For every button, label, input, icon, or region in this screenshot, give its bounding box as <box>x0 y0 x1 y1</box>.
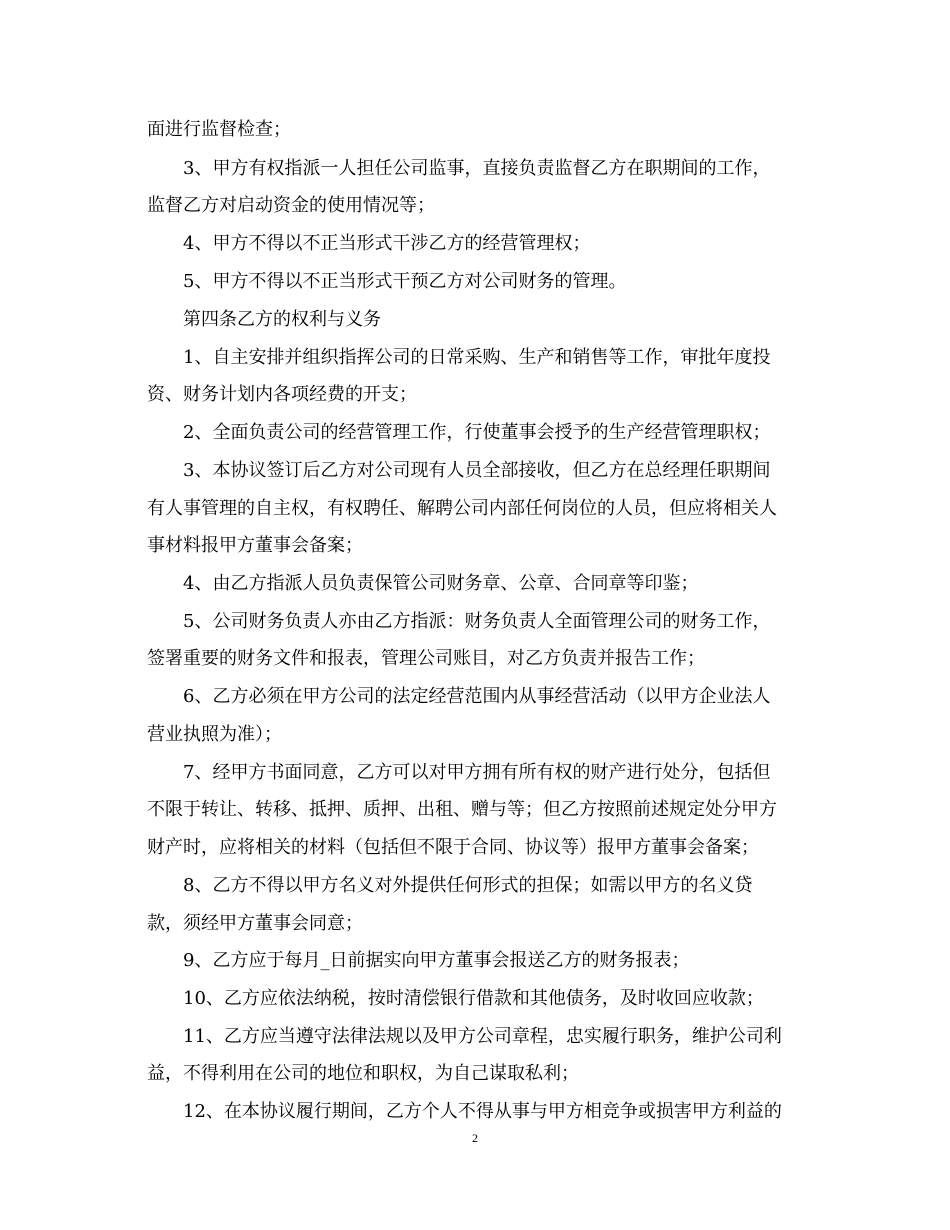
text-line: 12、在本协议履行期间，乙方个人不得从事与甲方相竞争或损害甲方利益的 <box>183 1101 782 1122</box>
text-line: 益，不得利用在公司的地位和职权，为自己谋取私利； <box>147 1063 579 1084</box>
text-line: 5、公司财务负责人亦由乙方指派：财务负责人全面管理公司的财务工作， <box>183 611 771 632</box>
text-line: 5、甲方不得以不正当形式干预乙方对公司财务的管理。 <box>183 271 627 292</box>
text-line: 财产时，应将相关的材料（包括但不限于合同、协议等）报甲方董事会备案； <box>147 837 759 858</box>
page-number: 2 <box>472 1131 478 1145</box>
text-line: 2、全面负责公司的经营管理工作，行使董事会授予的生产经营管理职权； <box>183 422 771 443</box>
text-line: 资、财务计划内各项经费的开支； <box>147 384 417 405</box>
text-line: 10、乙方应依法纳税，按时清偿银行借款和其他债务，及时收回应收款； <box>183 988 764 1009</box>
text-line: 面进行监督检查； <box>147 119 291 140</box>
text-line: 4、甲方不得以不正当形式干涉乙方的经营管理权； <box>183 233 591 254</box>
text-line: 9、乙方应于每月_日前据实向甲方董事会报送乙方的财务报表； <box>183 950 690 971</box>
text-line: 1、自主安排并组织指挥公司的日常采购、生产和销售等工作，审批年度投 <box>183 347 771 368</box>
text-line: 11、乙方应当遵守法律法规以及甲方公司章程，忠实履行职务，维护公司利 <box>183 1026 782 1047</box>
section-heading: 第四条乙方的权利与义务 <box>183 309 381 330</box>
text-line: 3、甲方有权指派一人担任公司监事，直接负责监督乙方在职期间的工作， <box>183 158 771 179</box>
text-line: 营业执照为准）； <box>147 724 282 745</box>
text-line: 款，须经甲方董事会同意； <box>147 913 363 934</box>
text-line: 3、本协议签订后乙方对公司现有人员全部接收，但乙方在总经理任职期间 <box>183 460 771 481</box>
text-line: 有人事管理的自主权，有权聘任、解聘公司内部任何岗位的人员，但应将相关人 <box>147 498 777 519</box>
text-line: 不限于转让、转移、抵押、质押、出租、赠与等；但乙方按照前述规定处分甲方 <box>147 799 777 820</box>
text-line: 8、乙方不得以甲方名义对外提供任何形式的担保；如需以甲方的名义贷 <box>183 875 753 896</box>
text-line: 事材料报甲方董事会备案； <box>147 535 363 556</box>
text-line: 监督乙方对启动资金的使用情况等； <box>147 195 435 216</box>
text-line: 6、乙方必须在甲方公司的法定经营范围内从事经营活动（以甲方企业法人 <box>183 686 771 707</box>
text-line: 4、由乙方指派人员负责保管公司财务章、公章、合同章等印鉴； <box>183 573 699 594</box>
text-line: 签署重要的财务文件和报表，管理公司账目，对乙方负责并报告工作； <box>147 648 705 669</box>
text-line: 7、经甲方书面同意，乙方可以对甲方拥有所有权的财产进行处分，包括但 <box>183 762 771 783</box>
